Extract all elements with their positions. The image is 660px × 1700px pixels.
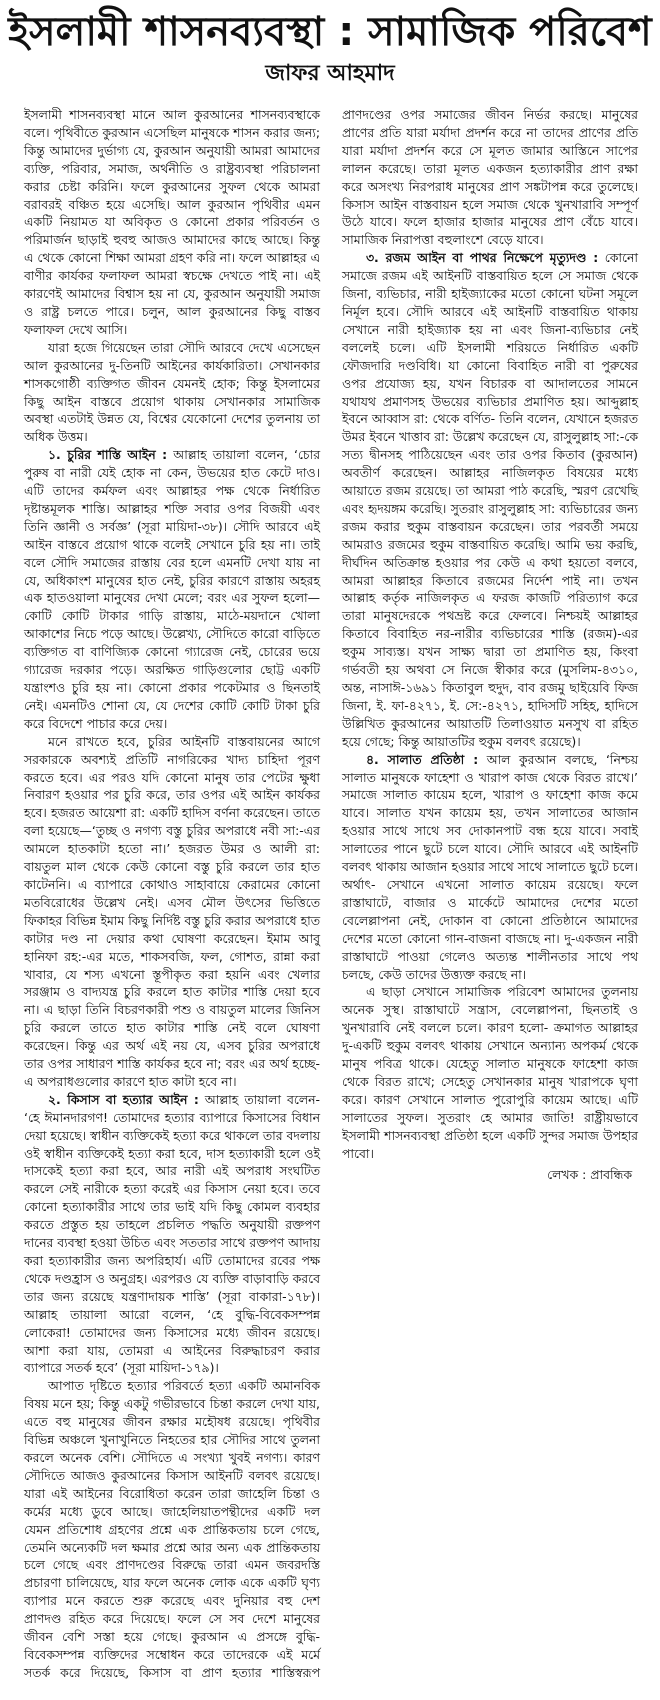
section-heading: ৩. রজম আইন বা পাথর নিক্ষেপে মৃত্যুদণ্ড : (366, 250, 599, 266)
section-heading: ২. কিসাস বা হত্যার আইন : (48, 1091, 199, 1107)
section-theft-law (24, 446, 320, 733)
section-text: আল্লাহ তায়ালা বলেন- ‘হে ঈমানদারগণ! তোমাদের হত্যার ব্যাপারে কিসাসের বিধান দেয়া হয়েছে। স্বাধীন ব্যক্তিকেই হত্যা করে থাকলে তার বদলায় ওই স্বাধীন ব্যক্তিকেই হত্যা করা হবে, দাস হত্যাকারী হলে ওই দাসকেই হত্যা করা হবে, আর নারী এই অপরাধ সংঘটিত করলে সেই নারীকে হত্যা করেই এর কিসাস নেয়া হবে। তবে কোনো হত্যাকারীর সাথে তার ভাই যদি কিছু কোমল ব্যবহার করতে প্রস্তুত হয় তাহলে প্রচলিত পদ্ধতি অনুযায়ী রক্তপণ দানের ব্যবস্থা হওয়া উচিত এবং সততার সাথে রক্তপণ আদায় করা হত্যাকারীর জন্য অপরিহার্য। এটি তোমাদের রবের পক্ষ থেকে দণ্ডহ্রাস ও অনুগ্রহ। এরপরও যে ব্যক্তি বাড়াবাড়ি করবে তার জন্য রয়েছে যন্ত্রণাদায়ক শাস্তি’ (সূরা বাকারা-১৭৮)। আল্লাহ তায়ালা আরো বলেন, ‘হে বুদ্ধি-বিবেকসম্পন্ন লোকেরা! তোমাদের জন্য কিসাসের মধ্যে জীবন রয়েছে। আশা করা যায়, তোমরা এ আইনের বিরুদ্ধাচরণ করার ব্যাপারে সতর্ক হবে’ (সূরা মায়িদা-১৭৯)। (24, 1091, 321, 1376)
paragraph: যারা হজে গিয়েছেন তারা সৌদি আরবে দেখে এসেছেন আল কুরআনের দু-তিনটি আইনের কার্যকারিতা। সেখানকার শাসকগোষ্ঠী ব্যক্তিগত জীবন যেমনই হোক; কিন্তু ইসলামের কিছু আইন বাস্তবে প্রয়োগ থাকায় সেখানকার সামাজিক অবস্থা এতটাই উন্নত যে, বিশ্বের যেকোনো দেশের তুলনায় তা অধিক উত্তম। (24, 339, 320, 445)
article-author: জাফর আহমাদ (265, 61, 395, 86)
section-text: আল কুরআন বলছে, ‘নিশ্চয় সালাত মানুষকে ফাহেশা ও খারাপ কাজ থেকে বিরত রাখে।’ সমাজে সালাত কায়েম হলে, খারাপ ও ফাহেশা কাজ কমে যাবে। সালাত যখন কায়েম হয়, তখন সালাতের আজান হওয়ার সাথে সাথে সব দোকানপাট বন্ধ হয়ে যাবে। সবাই সালাতের পানে ছুটে চলে যাবে। সৌদি আরবে এই আইনটি বলবৎ থাকায় আজান হওয়ার সাথে সাথে সালাতে ছুটে চলে। অর্থাৎ- সেখানে এখনো সালাত কায়েম রয়েছে। ফলে রাস্তাঘাটে, বাজার ও মার্কেটে আমাদের দেশের মতো বেলেল্লাপনা নেই, দোকান বা কোনো প্রতিষ্ঠানে আমাদের দেশের মতো কোনো গান-বাজনা বাজছে না। দু-একজন নারী রাস্তাঘাটে পাওয়া গেলেও অত্যন্ত শালীনতার সাথে পথ চলছে, কেউ তাদের উত্ত্যক্ত করছে না। (342, 751, 638, 982)
section-rajm-law (342, 249, 638, 750)
article-title: ইসলামী শাসনব্যবস্থা : সামাজিক পরিবেশ (8, 9, 652, 55)
section-heading: ৪. সালাত প্রতিষ্ঠা : (366, 751, 479, 767)
section-text: আল্লাহ তায়ালা বলেন, ‘চোর পুরুষ বা নারী যেই হোক না কেন, উভয়ের হাত কেটে দাও। এটি তাদের কর্মফল এবং আল্লাহর পক্ষ থেকে নির্ধারিত দৃষ্টান্তমূলক শাস্তি। আল্লাহর শক্তি সবার ওপর বিজয়ী এবং তিনি জ্ঞানী ও সর্বজ্ঞ’ (সূরা মায়িদা-৩৮)। সৌদি আরবে এই আইন বাস্তবে প্রয়োগ থাকে বলেই সেখানে চুরি হয় না। তাই বলে সৌদি সমাজের রাস্তায় বের হলে এমনটি দেখা যায় না যে, অধিকাংশ মানুষের হাত নেই, চুরির কারণে রাস্তায় অহরহ এক হাতওয়ালা মানুষের দেখা মেলে; বরং এর সুফল হলো—কোটি কোটি টাকার গাড়ি রাস্তায়, মাঠে-ময়দানে খোলা আকাশের নিচে পড়ে আছে। উল্লেখ্য, সৌদিতে কারো বাড়িতে ব্যক্তিগত বা বাণিজ্যিক কোনো গ্যারেজ নেই, চোরের ভয়ে গ্যারেজ দরকার পড়ে। অরক্ষিত গাড়িগুলোর ছোট্ট একটি যন্ত্রাংশও চুরি হয় না। কোনো প্রকার পকেটমার ও ছিনতাই নেই। এমনটিও শোনা যে, যে দেশের কোটি কোটি টাকা চুরি করে বিদেশে পাচার করে দেয়। (24, 447, 321, 731)
paragraph: আপাত দৃষ্টিতে হত্যার পরিবর্তে হত্যা একটি অমানবিক বিষয় মনে হয়; কিন্তু একটু গভীরভাবে চিন্তা করলে দেখা যায়, এতে বহু মানুষের জীবন রক্ষার মহৌষধ রয়েছে। পৃথিবীর বিভিন্ন অঞ্চলে খুনাখুনিতে নিহতের হার সৌদির সাথে তুলনা করলে অনেক বেশি। সৌদিতে এ সংখ্যা খুবই নগণ্য। কারণ সৌদিতে আজও কুরআনের কিসাস আইনটি বলবৎ রয়েছে। যারা এই আইনের বিরোধিতা করেন তারা জাহেলি চিন্তা ও কর্মের মধ্যে ডুবে আছে। জাহেলিয়াতপন্থীদের একটি দল যেমন প্রতিশোধ গ্রহণের প্রশ্নে এক প্রান্তিকতায় চলে গেছে, তেমনি অন্যেকটি দল ক্ষমার প্রশ্নে আর অন্য এক প্রান্তিকতায় চলে গেছে এবং প্রাণদণ্ডের বিরুদ্ধে তারা এমন জবরদস্তি প্রচারণা চালিয়েছে, যার ফলে অনেক লোক একে একটি ঘৃণ্য ব্যাপার মনে করতে শুরু করেছে এবং দুনিয়ার বহু দেশ প্রাণদণ্ড রহিত করে দিয়েছে। ফলে সে সব দেশে মানুষের জীবন বেশি সস্তা হয়ে গেছে। কুরআন এ প্রসঙ্গে বুদ্ধি-বিবেকসম্পন্ন ব্যক্তিদের সম্বোধন করে তাদেরকে এই মর্মে সতর্ক করে দিয়েছে, কিসাস বা প্রাণ হত্যার শাস্তিস্বরূপ প্রাণদণ্ডের ওপর সমাজের জীবন নির্ভর করছে। মানুষের প্রাণের প্রতি যারা মর্যাদা প্রদর্শন করে না তাদের প্রাণের প্রতি যারা মর্যাদা প্রদর্শন করে সে মূলত জামার আস্তিনে সাপের লালন করেছে। তারা মূলত একজন হত্যাকারীর প্রাণ রক্ষা করে অসংখ্য নিরপরাধ মানুষের প্রাণ সঙ্কটাপন্ন করে তুলেছে। কিসাস আইন বাস্তবায়ন হলে সমাজ থেকে খুনখারাবি সম্পূর্ণ উঠে যাবে। ফলে হাজার হাজার মানুষের প্রাণ বেঁচে যাবে। সামাজিক নিরাপত্তা বহুলাংশে বেড়ে যাবে। (24, 107, 638, 1680)
section-heading: ১. চুরির শাস্তি আইন : (48, 447, 168, 463)
paragraph: এ ছাড়া সেখানে সামাজিক পরিবেশ আমাদের তুলনায় অনেক সুস্থ। রাস্তাঘাটে সন্ত্রাস, বেলেল্লাপনা, ছিনতাই ও খুনখারাবি নেই বললে চলে। কারণ হলো- ক্রমাগত আল্লাহর দু-একটি হুকুম বলবৎ থাকায় সেখানে অন্যান্য অপকর্ম থেকে মানুষ পবিত্র থাকে। যেহেতু সালাত মানুষকে ফাহেশা কাজ থেকে বিরত রাখে; সেহেতু সেখানকার মানুষ খারাপকে ঘৃণা করে। কারণ সেখানে সালাত পুরোপুরি কায়েম আছে। এটি সালাতের সুফল। সুতরাং হে আমার জাতি! রাষ্ট্রীয়ভাবে ইসলামী শাসনব্যবস্থা প্রতিষ্ঠা হলে একটি সুন্দর সমাজ উপহার পাবো। (342, 984, 638, 1161)
section-qisas-law (24, 1091, 320, 1378)
author-footer: লেখক : প্রাবন্ধিক (547, 1167, 632, 1183)
article-body (24, 106, 638, 1686)
section-text: কোনো সমাজে রজম এই আইনটি বাস্তবায়িত হলে সে সমাজ থেকে জিনা, ব্যভিচার, নারী হাইজ্যাকের মতো কোনো ঘটনা সমূলে নির্মূল হবে। সৌদি আরবে এই আইনটি বাস্তবায়িত থাকায় সেখানে নারী হাইজ্যাক হয় না এবং জিনা-ব্যভিচার নেই বললেই চলে। এটি ইসলামী শরিয়তে নির্ধারিত একটি ফৌজদারি দণ্ডবিধি। যা কোনো বিবাহিত নারী বা পুরুষের ওপর প্রযোজ্য হয়, যখন বিচারক বা আদালতের সামনে যথাযথ প্রমাণসহ উভয়ের ব্যভিচার প্রমাণিত হয়। আব্দুল্লাহ ইবনে আব্বাস রা: থেকে বর্ণিত- তিনি বলেন, যেখানে হজরত উমর ইবনে খাত্তাব রা: উল্লেখ করেছেন যে, রাসুলুল্লাহ সা:-কে সত্য দ্বীনসহ পাঠিয়েছেন এবং তার ওপর কিতাব (কুরআন) অবতীর্ণ করেছেন। আল্লাহর নাজিলকৃত বিষয়ের মধ্যে আয়াতে রজম রয়েছে। তা আমরা পাঠ করেছি, স্মরণ রেখেছি এবং হৃদয়ঙ্গম করেছি। সুতরাং রাসুলুল্লাহ সা: ব্যভিচারের জন্য রজম করার হুকুম বাস্তবায়ন করেছেন। তার পরবর্তী সময়ে আমরাও রজমের হুকুম বাস্তবায়িত করেছি। আমি ভয় করছি, দীর্ঘদিন অতিক্রান্ত হওয়ার পর কেউ এ কথা হয়তো বলবে, আমরা আল্লাহর কিতাবে রজমের নির্দেশ পাই না। তখন আল্লাহ কর্তৃক নাজিলকৃত এ ফরজ কাজটি পরিত্যাগ করে তারা মানুষদেরকে পথভ্রষ্ট করে ফেলবে। নিশ্চয়ই আল্লাহর কিতাবে বিবাহিত নর-নারীর ব্যভিচারের শাস্তি (রজম)-এর হুকুম সাব্যস্ত। যখন সাক্ষ্য দ্বারা তা প্রমাণিত হয়, কিংবা গর্ভবতী হয় অথবা সে নিজে স্বীকার করে (মুসলিম-৪৩১০, অন্ত, নাসাঈ-১৬৯১ কিতাবুল হুদুদ, বাব রজমু ছাইয়েবি ফিজ জিনা, ই. ফা-৪২৭১, ই. সে:-৪২৭১, হাদিসটি সহিহ, হাদিসে উল্লিখিত কুরআনের আয়াতটি তিলাওয়াত মনসুখ বা রহিত হয়ে গেছে; কিন্তু আয়াতটির হুকুম বলবৎ রয়েছে)। (342, 250, 638, 749)
section-salat (342, 751, 638, 984)
paragraph: মনে রাখতে হবে, চুরির আইনটি বাস্তবায়নের আগে সরকারকে অবশ্যই প্রতিটি নাগরিকের খাদ্য চাহিদা পূরণ করতে হবে। এর পরও যদি কোনো মানুষ তার পেটের ক্ষুধা নিবারণ হওয়ার পর চুরি করে, তার ওপর এই আইন কার্যকর হবে। হজরত আয়েশা রা: একটি হাদিস বর্ণনা করেছেন। তাতে বলা হয়েছে—‘তুচ্ছ ও নগণ্য বস্তু চুরির অপরাধে নবী সা:-এর আমলে হাতকাটা হতো না।’ হজরত উমর ও আলী রা: বায়তুল মাল থেকে কেউ কোনো বস্তু চুরি করলে তার হাত কাটেননি। এ ব্যাপারে কোথাও সাহাবায়ে কেরামের কোনো মতবিরোধের উল্লেখ নেই। এসব মৌল উৎসের ভিত্তিতে ফিকাহর বিভিন্ন ইমাম কিছু নির্দিষ্ট বস্তু চুরি করার অপরাধে হাত কাটার দণ্ড না দেয়ার কথা ঘোষণা করেছেন। ইমাম আবু হানিফা রহ:-এর মতে, শাকসবজি, ফল, গোশত, রান্না করা খাবার, যে শস্য এখনো স্তূপীকৃত করা হয়নি এবং খেলার সরঞ্জাম ও বাদ্যযন্ত্র চুরি করলে হাত কাটার শাস্তি দেয়া হবে না। এ ছাড়া তিনি বিচরণকারী পশু ও বায়তুল মালের জিনিস চুরি করলে তাতে হাত কাটার শাস্তি নেই বলে ঘোষণা করেছেন। কিন্তু এর অর্থ এই নয় যে, এসব চুরির অপরাধে তার ওপর সাধারণ শাস্তি কার্যকর হবে না; বরং এর অর্থ হচ্ছে- এ অপরাধগুলোর কারণে হাত কাটা হবে না। (24, 733, 320, 1089)
paragraph-intro: ইসলামী শাসনব্যবস্থা মানে আল কুরআনের শাসনব্যবস্থাকে বলে। পৃথিবীতে কুরআন এসেছিল মানুষকে শাসন করার জন্য; কিন্তু আমাদের দুর্ভাগ্য যে, কুরআন অনুযায়ী আমরা আমাদের ব্যক্তি, পরিবার, সমাজ, অর্থনীতি ও রাষ্ট্রব্যবস্থা পরিচালনা করার চেষ্টা করিনি। ফলে কুরআনের সুফল থেকে আমরা বরাবরই বঞ্চিত হয়ে এসেছি। আল কুরআন পৃথিবীর এমন একটি নিয়ামত যা অবিকৃত ও কোনো প্রকার পরিবর্তন ও পরিমার্জন ছাড়াই হুবহু আজও আমাদের কাছে আছে। কিন্তু এ থেকে কোনো শিক্ষা আমরা গ্রহণ করি না। ফলে আল্লাহর এ বাণীর কার্যকর ফলাফল আমরা স্বচক্ষে দেখতে পাই না। এই কারণেই আমাদের বিশ্বাস হয় না যে, কুরআন অনুযায়ী সমাজ ও রাষ্ট্র চলতে পারে। চলুন, আল কুরআনের কিছু বাস্তব ফলাফল দেখে আসি। (24, 107, 320, 337)
